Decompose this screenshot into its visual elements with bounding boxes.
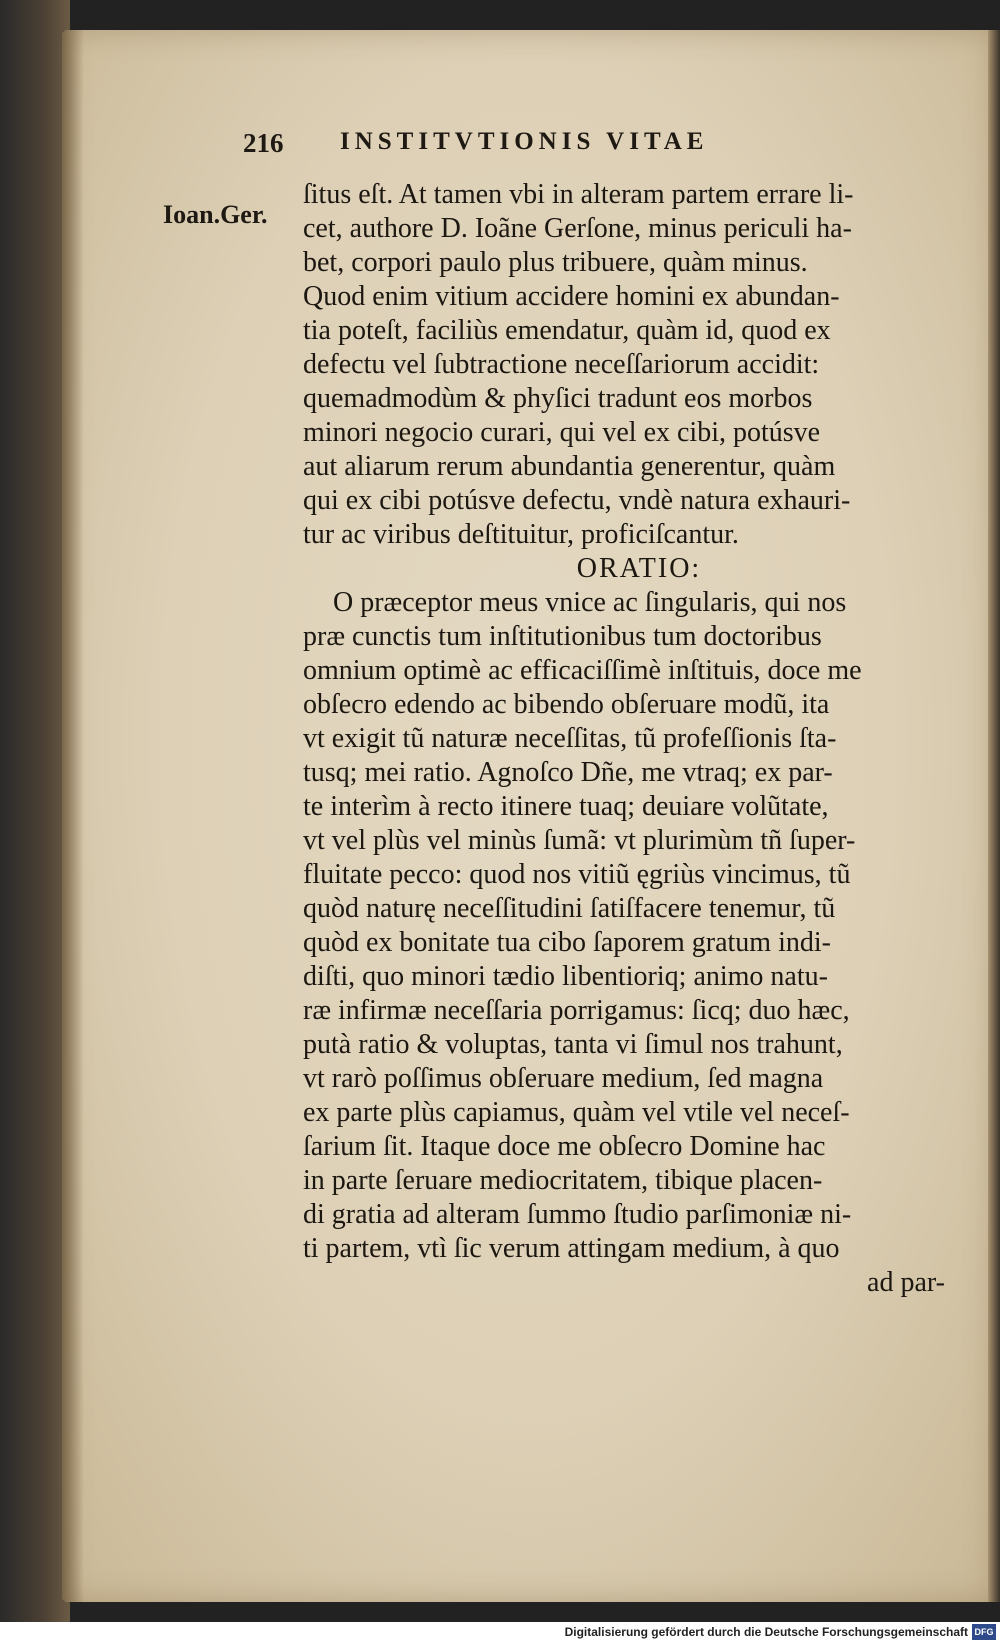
footer-bar [0,1622,1000,1644]
prayer-line: ſarium ſit. Itaque doce me obſecro Domine hac [303,1131,826,1162]
text-line: aut aliarum rerum abundantia generentur, quàm [303,451,836,482]
prayer-line: in parte ſeruare mediocritatem, tibique placen- [303,1165,823,1196]
prayer-line: ex parte plùs capiamus, quàm vel vtile vel neceſ- [303,1097,850,1128]
text-line: defectu vel ſubtractione neceſſariorum accidit: [303,349,820,380]
main-text [303,178,955,1300]
text-line: ſitus eſt. At tamen vbi in alteram partem errare li- [303,179,854,210]
prayer-line: quòd ex bonitate tua cibo ſaporem gratum indi- [303,927,831,958]
text-line: tur ac viribus deſtituitur, proficiſcantur. [303,519,739,550]
prayer-line: fluitate pecco: quod nos vitiũ ęgriùs vincimus, tũ [303,859,851,890]
prayer-line: præ cunctis tum inſtitutionibus tum doctoribus [303,621,822,652]
prayer-line: obſecro edendo ac bibendo obſeruare modũ, ita [303,689,830,720]
prayer-line: vt rarò poſſimus obſeruare medium, ſed magna [303,1063,824,1094]
text-line: cet, authore D. Ioãne Gerſone, minus periculi ha- [303,213,852,244]
text-line: Quod enim vitium accidere homini ex abundan- [303,281,840,312]
prayer-line: quòd naturę neceſſitudini ſatiſfacere tenemur, tũ [303,893,836,924]
page-fore-edge [988,30,1000,1602]
prayer-line: omnium optimè ac efficaciſſimè inſtituis, doce me [303,655,862,686]
dfg-logo-icon: DFG [972,1624,996,1640]
page-header [243,128,843,168]
prayer-line: ræ infirmæ neceſſaria porrigamus: ſicq; duo hæc, [303,995,850,1026]
text-line: tia poteſt, faciliùs emendatur, quàm id, quod ex [303,315,831,346]
prayer-line: di gratia ad alteram ſummo ſtudio parſimoniæ ni- [303,1199,852,1230]
margin-note: Ioan.Ger. [163,200,268,229]
prayer-line: tusq; mei ratio. Agnoſco Dñe, me vtraq; ex par- [303,757,833,788]
prayer-line: vt vel plùs vel minùs ſumã: vt plurimùm tñ ſuper- [303,825,856,856]
text-line: quemadmodùm & phyſici tradunt eos morbos [303,383,813,414]
prayer-line: putà ratio & voluptas, tanta vi ſimul nos trahunt, [303,1029,843,1060]
prayer-line: te interìm à recto itinere tuaq; deuiare volũtate, [303,791,829,822]
text-line: bet, corpori paulo plus tribuere, quàm minus. [303,247,808,278]
prayer-line: vt exigit tũ naturæ neceſſitas, tũ profeſſionis ſta- [303,723,837,754]
page-gutter-shadow [62,30,84,1602]
section-heading: ORATIO: [576,553,702,584]
catchword: ad par- [867,1267,945,1298]
binding-edge [0,0,70,1622]
prayer-line: diſti, quo minori tædio libentioriq; animo natu- [303,961,828,992]
prayer-line: ti partem, vtì ſic verum attingam medium, à quo [303,1233,840,1264]
prayer-line: O præceptor meus vnice ac ſingularis, qui nos [333,587,847,618]
text-line: qui ex cibi potúsve defectu, vndè natura exhauri- [303,485,851,516]
running-title: INSTITVTIONIS VITAE [340,128,709,155]
funding-credit: Digitalisierung gefördert durch die Deutsche Forschungsgemeinschaft [564,1625,968,1639]
page-number: 216 [243,128,284,158]
text-line: minori negocio curari, qui vel ex cibi, potúsve [303,417,821,448]
